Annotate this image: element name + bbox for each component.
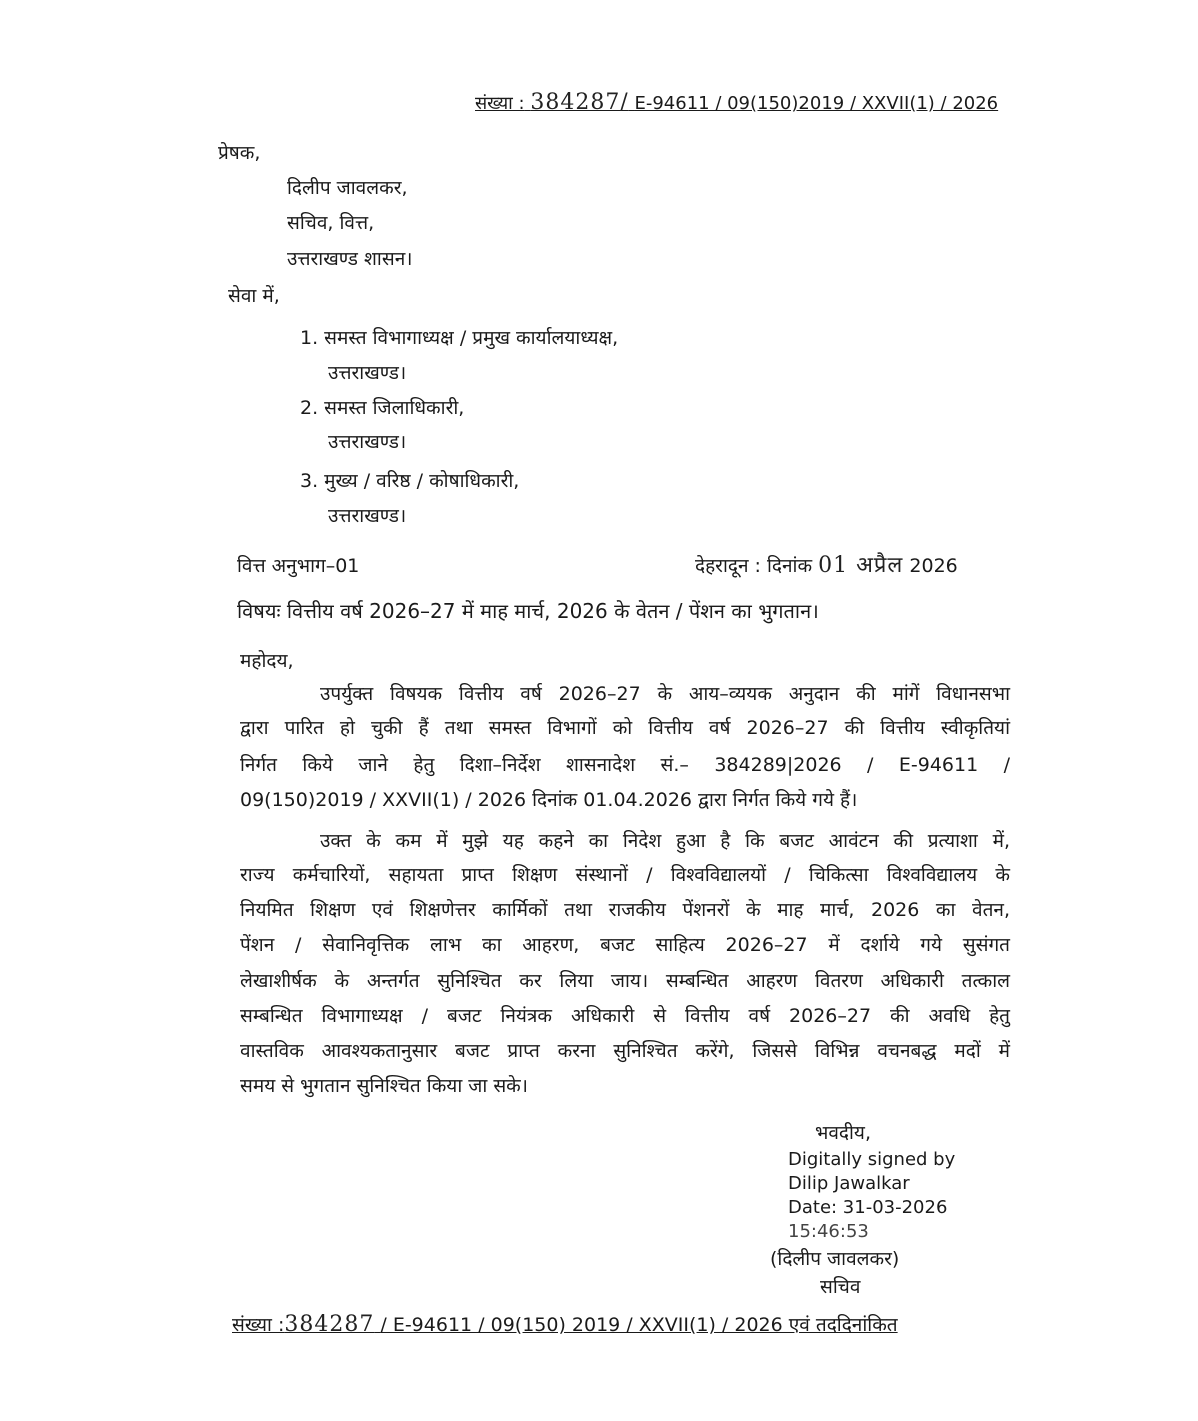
digital-signature-line: Digitally signed by <box>788 1149 956 1170</box>
sender-office: उत्तराखण्ड शासन। <box>287 248 413 270</box>
date-prefix: देहरादून : दिनांक <box>695 555 813 577</box>
ref-prefix: संख्या : <box>475 93 525 114</box>
recipient-1-place: उत्तराखण्ड। <box>328 362 407 384</box>
handwritten-date: 01 अप्रैल <box>818 553 904 578</box>
reference-number-top <box>475 90 998 117</box>
recipient-3: 3. मुख्य / वरिष्ठ / कोषाधिकारी, <box>300 470 520 492</box>
recipient-2-place: उत्तराखण्ड। <box>328 431 407 453</box>
ref-prefix: संख्या : <box>232 1314 285 1336</box>
digital-signature-date: Date: 31-03-2026 <box>788 1197 948 1218</box>
para1-line: निर्गत किये जाने हेतु दिशा–निर्देश शासनादेश सं.– 384289|2026 / E-94611 / <box>240 754 1010 776</box>
closing: भवदीय, <box>815 1122 871 1144</box>
para2-line: पेंशन / सेवानिवृत्तिक लाभ का आहरण, बजट साहित्य 2026–27 में दर्शाये गये सुसंगत <box>240 934 1010 956</box>
signatory-designation: सचिव <box>820 1276 861 1298</box>
para2-line: समय से भुगतान सुनिश्चित किया जा सके। <box>240 1075 528 1097</box>
reference-number-bottom <box>232 1312 898 1338</box>
salutation: महोदय, <box>240 650 294 672</box>
recipient-3-place: उत्तराखण्ड। <box>328 505 407 527</box>
ref-rest: E-94611 / 09(150)2019 / XXVII(1) / 2026 <box>634 93 999 114</box>
handwritten-ref-number: 384287 <box>284 1312 375 1337</box>
subject: विषयः वित्तीय वर्ष 2026–27 में माह मार्च, 2026 के वेतन / पेंशन का भुगतान। <box>237 599 819 623</box>
sender-name: दिलीप जावलकर, <box>287 177 408 199</box>
signatory-name: (दिलीप जावलकर) <box>770 1248 900 1270</box>
ref-rest: / E-94611 / 09(150) 2019 / XXVII(1) / 2026 एवं तददिनांकित <box>380 1314 898 1336</box>
digital-signature-time: 15:46:53 <box>788 1221 869 1242</box>
date-year: 2026 <box>909 555 958 577</box>
date-line <box>695 553 958 579</box>
para2-line: वास्तविक आवश्यकतानुसार बजट प्राप्त करना सुनिश्चित करेंगे, जिससे विभिन्न वचनबद्ध मदों में <box>240 1040 1010 1062</box>
para2-line: लेखाशीर्षक के अन्तर्गत सुनिश्चित कर लिया जाय। सम्बन्धित आहरण वितरण अधिकारी तत्काल <box>240 970 1010 992</box>
para2-line: सम्बन्धित विभागाध्यक्ष / बजट नियंत्रक अधिकारी से वित्तीय वर्ष 2026–27 की अवधि हेतु <box>240 1005 1010 1027</box>
para1-line: 09(150)2019 / XXVII(1) / 2026 दिनांक 01.04.2026 द्वारा निर्गत किये गये हैं। <box>240 789 858 811</box>
para2-line: उक्त के कम में मुझे यह कहने का निदेश हुआ है कि बजट आवंटन की प्रत्याशा में, <box>320 830 1010 852</box>
para2-line: नियमित शिक्षण एवं शिक्षणेत्तर कार्मिकों तथा राजकीय पेंशनरों के माह मार्च, 2026 का वेतन, <box>240 899 1010 921</box>
digital-signature-name: Dilip Jawalkar <box>788 1173 910 1194</box>
sender-designation: सचिव, वित्त, <box>287 212 375 234</box>
para2-line: राज्य कर्मचारियों, सहायता प्राप्त शिक्षण संस्थानों / विश्वविद्यालयों / चिकित्सा विश्वविद्यालय के <box>240 864 1010 886</box>
recipient-2: 2. समस्त जिलाधिकारी, <box>300 397 465 419</box>
para1-line: द्वारा पारित हो चुकी हैं तथा समस्त विभागों को वित्तीय वर्ष 2026–27 की वित्तीय स्वीकृतियां <box>240 717 1010 739</box>
para1-line: उपर्युक्त विषयक वित्तीय वर्ष 2026–27 के आय–व्ययक अनुदान की मांगें विधानसभा <box>320 683 1010 705</box>
handwritten-ref-number: 384287/ <box>530 90 629 115</box>
sender-label: प्रेषक, <box>218 142 261 164</box>
recipients-label: सेवा में, <box>228 285 280 307</box>
recipient-1: 1. समस्त विभागाध्यक्ष / प्रमुख कार्यालयाध्यक्ष, <box>300 327 619 349</box>
section-name: वित्त अनुभाग–01 <box>237 555 360 577</box>
